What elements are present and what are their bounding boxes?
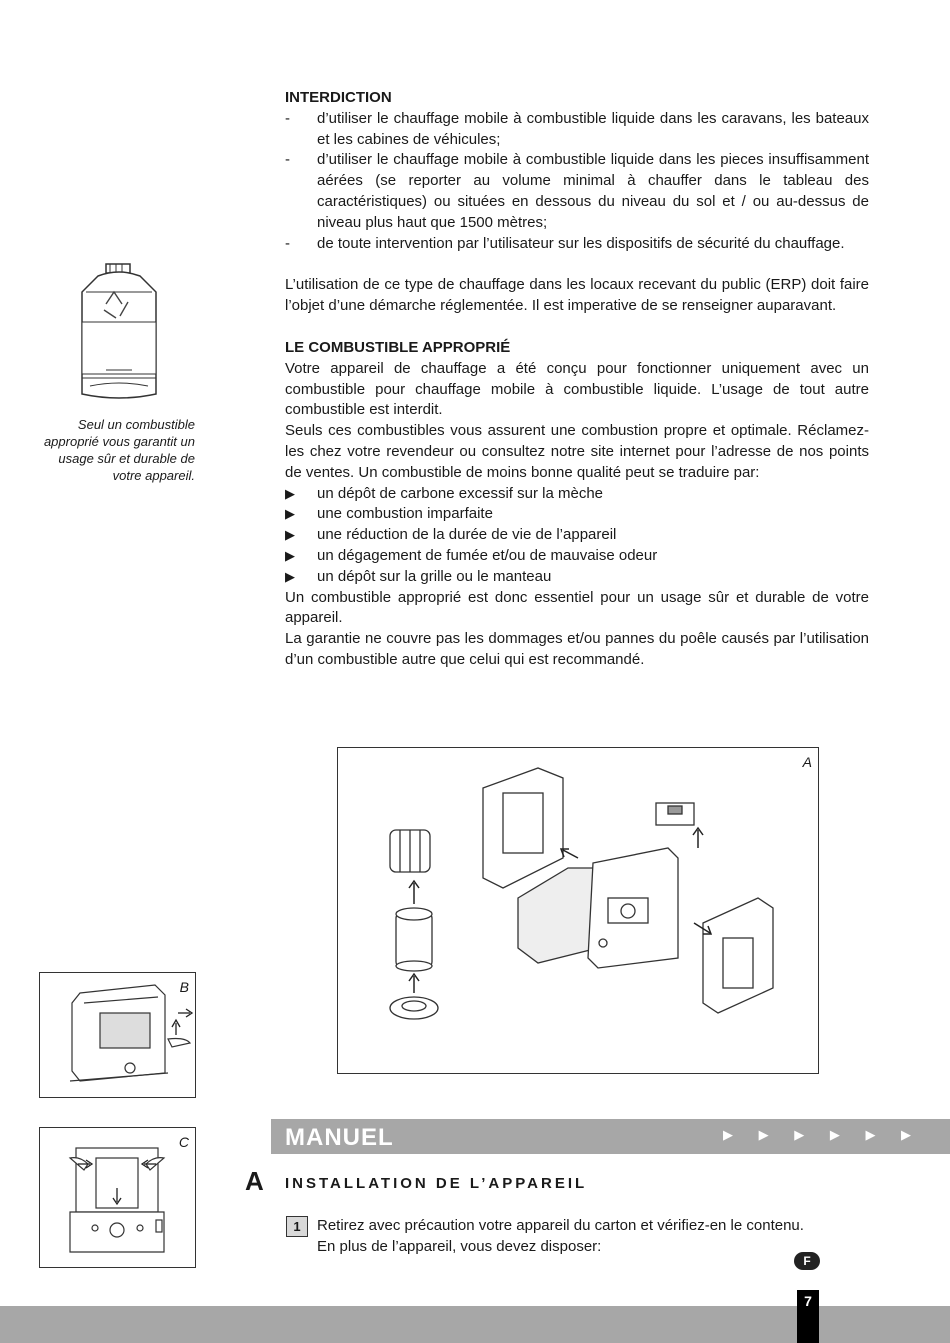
interdiction-heading: INTERDICTION <box>285 89 392 106</box>
bullet-arrow-icon: ▶ <box>285 485 295 501</box>
list-item <box>285 546 869 567</box>
combustible-paragraph-2: Seuls ces combustibles vous assurent une combustion propre et optimale. Réclamez-les chez votre revendeur ou consultez notre site internet pour l’adresse de nos points de ventes. Un combustible de moins bonne qualité peut se traduire par: <box>285 422 869 481</box>
language-badge: F <box>794 1252 820 1270</box>
section-letter: A <box>245 1166 264 1196</box>
list-item-text: une réduction de la durée de vie de l’appareil <box>317 526 617 544</box>
list-item <box>285 567 869 588</box>
list-item <box>285 109 869 151</box>
figure-a <box>337 747 819 1074</box>
bullet-arrow-icon: ▶ <box>285 506 295 522</box>
erp-paragraph: L’utilisation de ce type de chauffage dans les locaux recevant du public (ERP) doit faire l’objet d’une démarche réglementée. Il est imperative de se renseigner auparavant. <box>285 276 869 315</box>
manual-banner-title: MANUEL <box>285 1124 394 1151</box>
figure-c <box>39 1127 196 1268</box>
page-number: 7 <box>797 1290 819 1343</box>
dash-marker: - <box>285 151 290 169</box>
figure-b <box>39 972 196 1098</box>
list-item-text: un dégagement de fumée et/ou de mauvaise odeur <box>317 546 658 564</box>
sidebar-caption: Seul un combustible approprié vous garantit un usage sûr et durable de votre appareil. <box>43 417 195 483</box>
banner-arrows-icon: ▶ ▶ ▶ ▶ ▶ ▶ <box>723 1127 923 1142</box>
combustible-paragraph-1: Votre appareil de chauffage a été conçu pour fonctionner uniquement avec un combustible pour chauffage mobile à combustible liquide. L’usage de tout autre combustible est interdit. <box>285 359 869 419</box>
list-item <box>285 525 869 546</box>
list-item <box>285 150 869 233</box>
bullet-arrow-icon: ▶ <box>285 568 295 584</box>
bullet-arrow-icon: ▶ <box>285 547 295 563</box>
step-line-1: Retirez avec précaution votre appareil du carton et vérifiez-en le contenu. <box>317 1217 804 1234</box>
list-item <box>285 504 869 525</box>
list-item-text: d’utiliser le chauffage mobile à combustible liquide dans les pieces insuffisamment aérées (se reporter au volume minimal à chauffer dans le tableau des caractéristiques) ou situées en dessous du niveau du sol et / ou au-dessus de niveau plus haut que 1500 mètres; <box>317 151 869 231</box>
list-item <box>285 234 869 255</box>
interdiction-section <box>285 88 869 671</box>
figure-c-label: C <box>178 1134 189 1150</box>
combustible-heading: LE COMBUSTIBLE APPROPRIÉ <box>285 338 511 356</box>
list-item-text: d’utiliser le chauffage mobile à combustible liquide dans les caravans, les bateaux et les cabines de véhicules; <box>317 109 869 148</box>
step-number-badge: 1 <box>286 1216 308 1237</box>
bullet-arrow-icon: ▶ <box>285 527 295 543</box>
section-title: INSTALLATION DE L’APPAREIL <box>285 1175 588 1192</box>
dash-marker: - <box>285 234 290 252</box>
step-text <box>317 1215 877 1257</box>
figure-a-label: A <box>802 754 812 770</box>
list-item <box>285 484 869 505</box>
combustible-paragraph-4: La garantie ne couvre pas les dommages et/ou pannes du poêle causés par l’utilisation d’un combustible autre que celui qui est recommandé. <box>285 630 869 668</box>
fuel-canister-illustration <box>76 262 162 402</box>
list-item-text: de toute intervention par l’utilisateur sur les dispositifs de sécurité du chauffage. <box>317 234 845 252</box>
list-item-text: un dépôt de carbone excessif sur la mèche <box>317 484 604 502</box>
list-item-text: une combustion imparfaite <box>317 505 493 523</box>
combustible-paragraph-3: Un combustible approprié est donc essentiel pour un usage sûr et durable de votre appareil. <box>285 588 869 627</box>
figure-b-label: B <box>179 979 189 995</box>
step-line-2: En plus de l’appareil, vous devez disposer: <box>317 1238 602 1255</box>
list-item-text: un dépôt sur la grille ou le manteau <box>317 567 552 585</box>
dash-marker: - <box>285 109 290 127</box>
manual-banner <box>271 1119 950 1154</box>
